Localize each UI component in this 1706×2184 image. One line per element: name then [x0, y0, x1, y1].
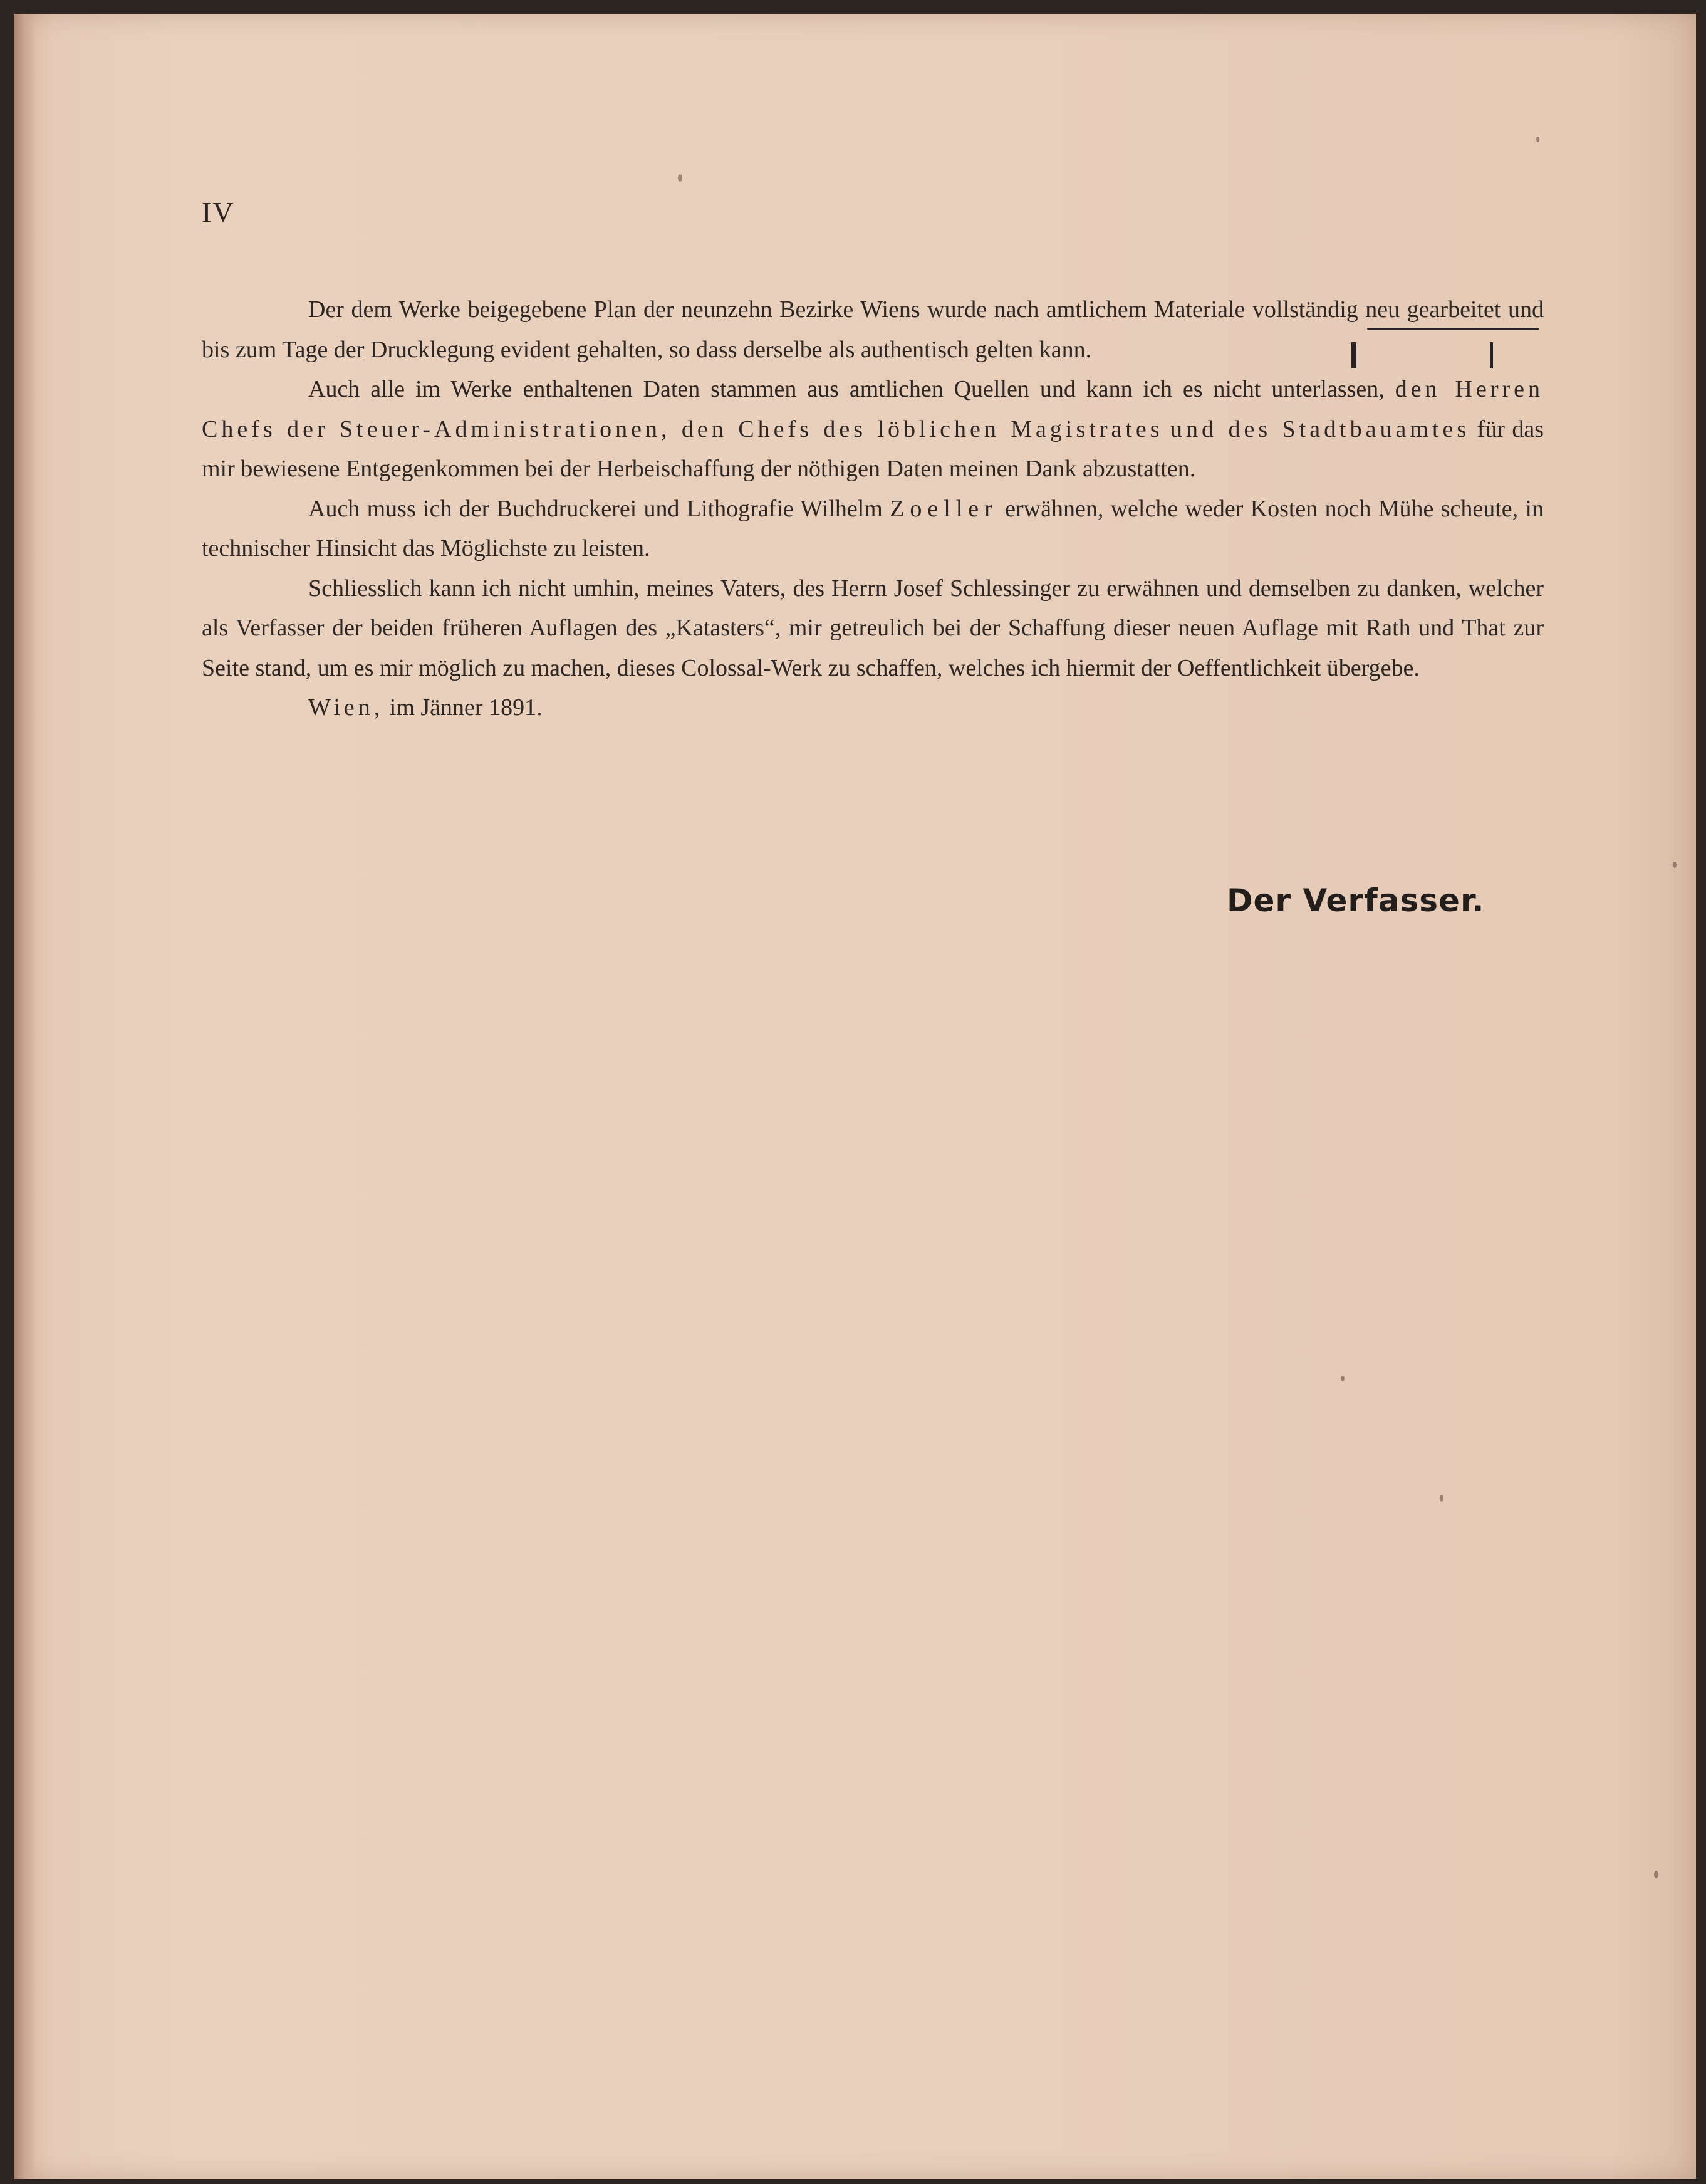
- paper-fleck: [1440, 1495, 1443, 1502]
- paper-fleck: [1673, 862, 1677, 868]
- paper-fleck: [1341, 1376, 1345, 1381]
- pencil-bracket-mark-left: [1351, 342, 1356, 368]
- paragraph-sources-spaced: den Herren Chefs der Steuer-Administrationen, den Chefs des löblichen Magistrates: [202, 376, 1544, 442]
- paragraph-printer-tail: erwähnen, welche weder Kosten noch Mühe scheute, in technischer Hinsicht das Möglichste zu leisten.: [202, 495, 1544, 562]
- dateline: [202, 688, 1544, 728]
- signature: Der Verfasser.: [1227, 882, 1485, 919]
- paragraph-sources: [202, 370, 1544, 489]
- document-body: [202, 290, 1544, 728]
- paragraph-printer-lead: Auch muss ich der Buchdruckerei und Lithografie Wilhelm: [308, 495, 883, 522]
- paragraph-sources-lead: Auch alle im Werke enthaltenen Daten stammen aus amtlichen Quellen und kann ich es nicht unterlassen,: [308, 376, 1385, 402]
- paper-fleck: [1654, 1871, 1658, 1878]
- paragraph-sources-tail: für das mir bewiesene Entgegenkommen bei der Herbeischaffung der nöthigen Daten meinen Dank abzustatten.: [202, 415, 1544, 482]
- printer-name: Zoeller: [890, 495, 998, 522]
- pencil-bracket-mark-right: [1490, 342, 1493, 368]
- paragraph-plan: Der dem Werke beigegebene Plan der neunzehn Bezirke Wiens wurde nach amtlichem Materiale vollständig neu gearbeitet und bis zum Tage der Drucklegung evident gehalten, so dass derselbe als authentisch gelten kann.: [202, 296, 1544, 363]
- paragraph-sources-office: und des Stadtbauamtes: [1170, 415, 1470, 442]
- paper-fleck: [1536, 137, 1539, 142]
- paragraph-printer: [202, 489, 1544, 569]
- page-gutter: [14, 14, 36, 2179]
- paper-fleck: [678, 174, 682, 182]
- dateline-date: im Jänner 1891.: [389, 694, 543, 721]
- pencil-underline-mark: [1367, 328, 1539, 330]
- dateline-place: Wien,: [308, 694, 384, 721]
- paragraph-father: Schliesslich kann ich nicht umhin, meines Vaters, des Herrn Josef Schlessinger zu erwähnen und demselben zu danken, welcher als Verfasser der beiden früheren Auflagen des „Katasters“, mir getreulich bei der Schaffung dieser neuen Auflage mit Rath und That zur Seite stand, um es mir möglich zu machen, dieses Colossal-Werk zu schaffen, welches ich hiermit der Oeffentlichkeit übergebe.: [202, 575, 1544, 681]
- page-number: IV: [202, 196, 235, 228]
